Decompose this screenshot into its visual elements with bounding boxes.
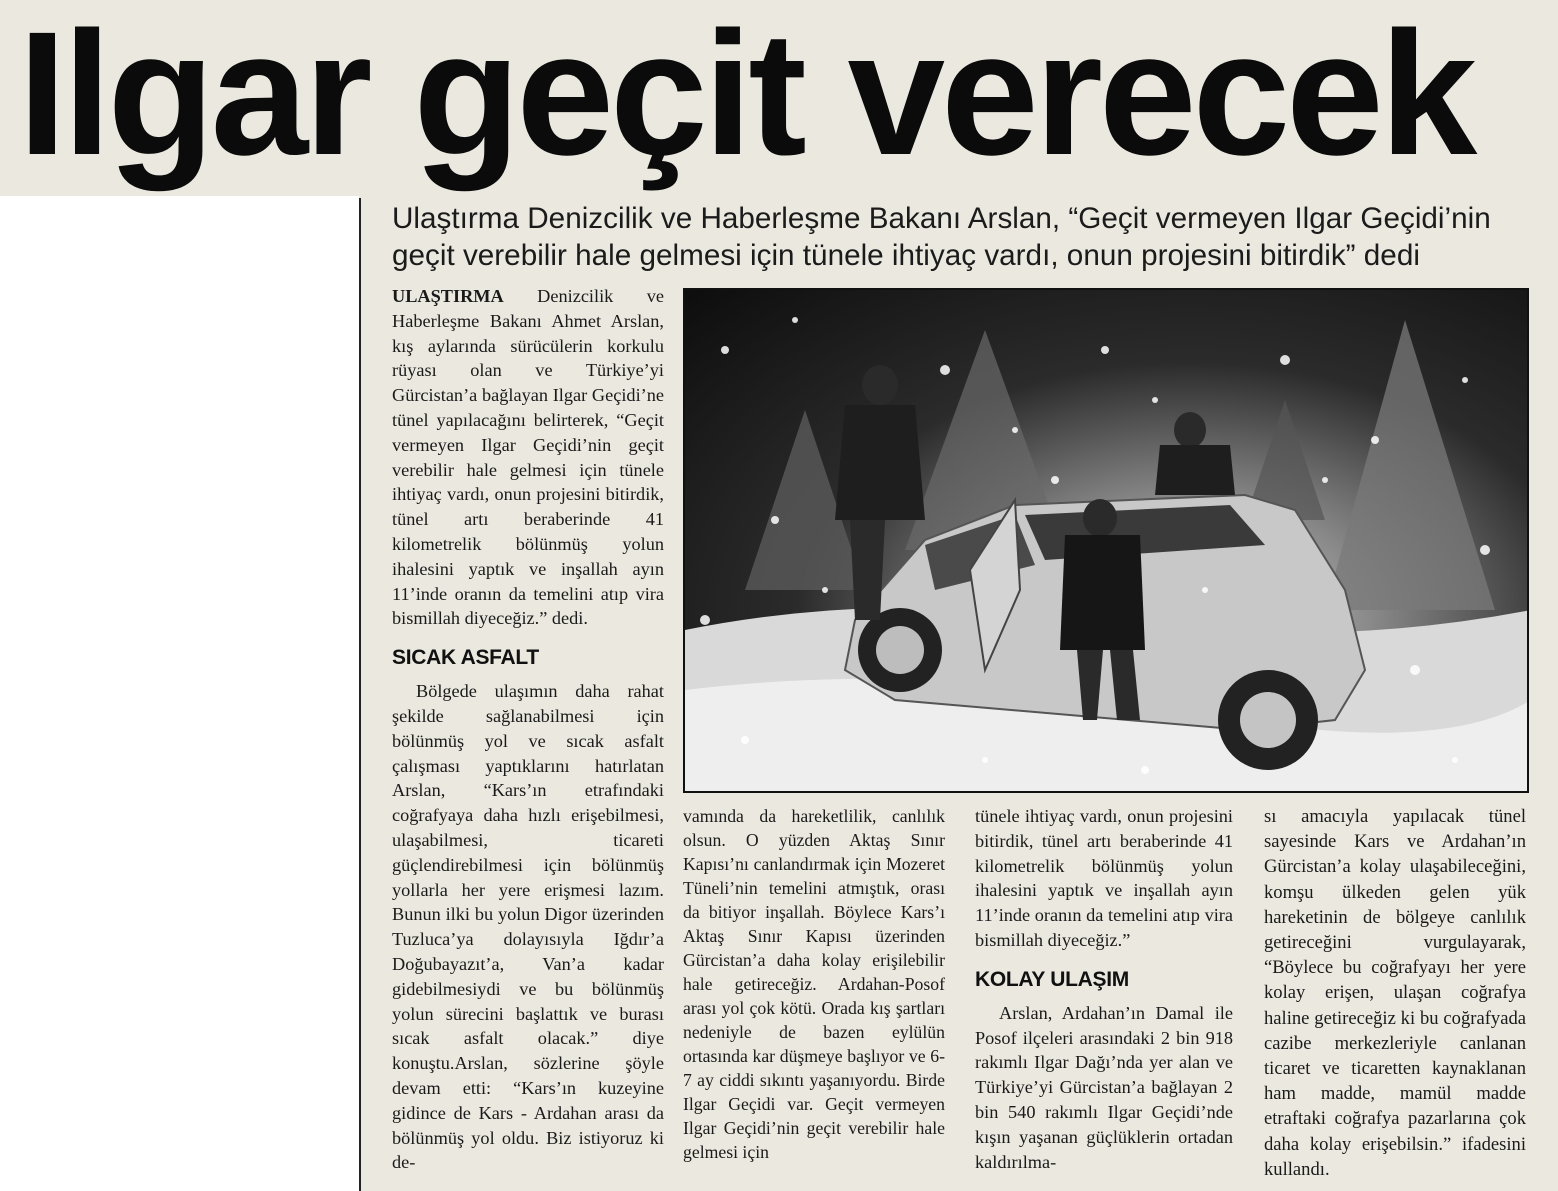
paragraph-1-text: Denizcilik ve Haberleşme Bakanı Ahmet Arslan, kış aylarında sürücülerin korkulu rüyası olan ve Türkiye’yi Gürcistan’a bağlayan Ilgar Geçidi’ne tünel yapılacağını belirterek, “Geçit vermeyen Ilgar Geçidi’nin geçit verebilir hale gelmesi için tünele ihtiyaç vardı, onun projesini bitirdik, tünel artı beraberinde 41 kilometrelik bölünmüş yolun ihalesini yaptık ve inşallah ayın 11’inde oranın da temelini atıp vira bismillah diyeceğiz.” dedi. bbox=[392, 286, 664, 629]
article-column-1 bbox=[392, 284, 664, 1175]
deck-line-2: geçit verebilir hale gelmesi için tünele ihtiyaç vardı, onun projesini bitirdik” dedi bbox=[392, 239, 1420, 272]
subheading-sicak-asfalt: SICAK ASFALT bbox=[392, 646, 539, 670]
article-paragraph-2-end: tünele ihtiyaç vardı, onun projesini bitirdik, tünel artı beraberinde 41 kilometrelik bölünmüş yolun ihalesini yaptık ve inşallah ayın 11’inde oranın da temelini atıp vira bismillah diyeceğiz.” bbox=[975, 806, 1233, 950]
article-paragraph-2-cont: vamında da hareketlilik, canlılık olsun. O yüzden Aktaş Sınır Kapısı’nı canlandırmak için Mozeret Tüneli’nin temelini atmıştık, orası da bitiyor inşallah. Böylece Kars’ı Aktaş Sınır Kapısı üzerinden Gürcistan’a daha kolay erişilebilir hale getireceğiz. Ardahan-Posof arası yol çok kötü. Orada kış şartları nedeniyle de bazen eylülün ortasında kar düşmeye başlıyor ve 6-7 ay ciddi sıkıntı yaşanıyordu. Birde Ilgar Geçidi var. Geçit vermeyen Ilgar Geçidi’nin geçit verebilir hale gelmesi için bbox=[683, 806, 945, 1162]
headline: Ilgar geçit verecek bbox=[18, 0, 1474, 192]
article-paragraph-1 bbox=[392, 284, 664, 631]
article-paragraph-3: Arslan, Ardahan’ın Damal ile Posof ilçeleri arasındaki 2 bin 918 rakımlı Ilgar Dağı’nda yer alan ve Türkiye’yi Gürcistan’a bağlayan 2 bin 540 rakımlı Ilgar Geçidi’nde kışın yaşanan güçlüklerin ortadan kaldırılma- bbox=[975, 1002, 1233, 1172]
article-column-3 bbox=[975, 804, 1233, 1174]
lead-word: ULAŞTIRMA bbox=[392, 286, 504, 306]
news-photo bbox=[683, 288, 1529, 793]
snow-scene-car-photo-icon bbox=[685, 290, 1529, 793]
subheading-kolay-ulasim: KOLAY ULAŞIM bbox=[975, 967, 1129, 991]
article-paragraph-3-cont: sı amacıyla yapılacak tünel sayesinde Kars ve Ardahan’ın Gürcistan’a kolay ulaşabileceğini, komşu ülkeden gelen yük hareketinin de bölgeye canlılık getireceğini vurgulayarak, “Böylece bu coğrafyayı her yere kolay erişen, ulaşan coğrafya haline getireceğiz ki bu coğrafyada cazibe merkezleriyle canlanan ticaret ve ticaretten kaynaklanan ham madde, mamül madde etraftaki coğrafya pazarlarına çok daha kolay erişebilsin.” ifadesini kullandı. bbox=[1264, 806, 1526, 1180]
article-paragraph-2: Bölgede ulaşımın daha rahat şekilde sağlanabilmesi için bölünmüş yol ve sıcak asfalt çalışması yaptıklarını hatırlatan Arslan, “Kars’ın etrafındaki coğrafyaya daha hızlı erişebilmesi, ulaşabilmesi, ticareti güçlendirebilmesi için bölünmüş yollarla her yere erişmesi lazım. Bunun ilki bu yolun Digor üzerinden Tuzluca’ya dolayısıyla Iğdır’a Doğubayazıt’a, Van’a kadar gidebilmesiydi ve bu bölünmüş yolun sürecini başlattık ve burası sıcak asfalt olacak.” diye konuştu.Arslan, sözlerine şöyle devam etti: “Kars’ın kuzeyine gidince de Kars - Ardahan arası da bölünmüş yol oldu. Biz istiyoruz ki de- bbox=[392, 681, 664, 1173]
column-rule bbox=[359, 198, 361, 1191]
deck-line-1: Ulaştırma Denizcilik ve Haberleşme Bakanı Arslan, “Geçit vermeyen Ilgar Geçidi’nin bbox=[392, 202, 1491, 235]
article-column-4 bbox=[1264, 804, 1526, 1182]
deck-subtitle bbox=[392, 200, 1532, 274]
article-column-2 bbox=[683, 804, 945, 1164]
